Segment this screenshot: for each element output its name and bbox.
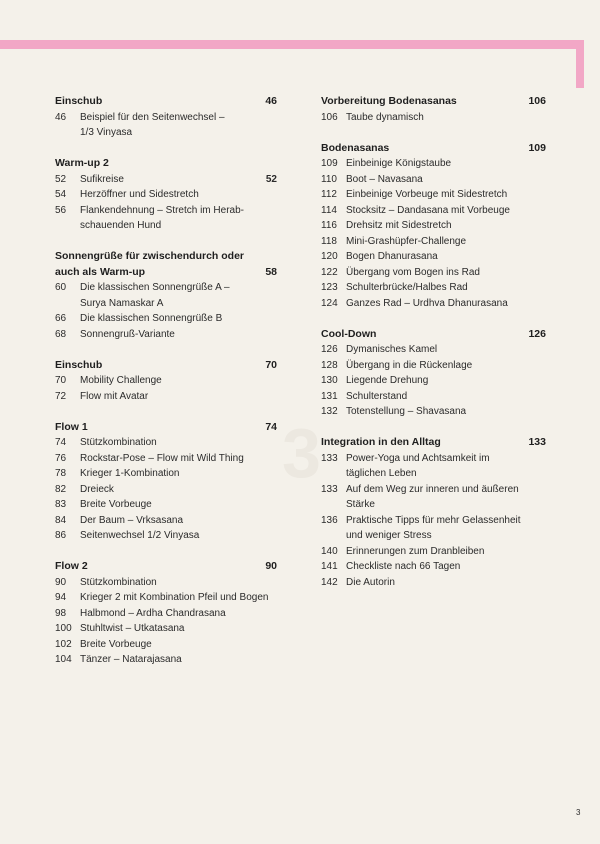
entry-page-number: 52 [55,173,67,185]
toc-entry[interactable] [55,373,277,389]
entry-page-number: 114 [321,204,337,216]
toc-entry[interactable] [55,280,277,296]
toc-entry[interactable] [55,652,277,668]
entry-title: Stuhltwist – Utkatasana [80,623,185,634]
toc-section [321,141,546,312]
entry-page-number [321,497,346,513]
toc-entry[interactable] [321,218,546,234]
entry-page-number: 66 [55,313,67,324]
entry-page-number [55,296,80,312]
entry-title: Krieger 2 mit Kombination Pfeil und Bogen [80,592,269,603]
entry-title: Die Autorin [346,576,395,588]
section-title: Flow 2 [55,560,88,572]
entry-page-number: 120 [321,251,338,262]
entry-title: Boot – Navasana [346,173,423,185]
toc-section [55,156,277,234]
section-heading[interactable] [55,249,277,265]
toc-entry[interactable] [321,296,546,312]
entry-page-number: 90 [55,576,67,588]
entry-title: Ganzes Rad – Urdhva Dhanurasana [346,297,508,309]
toc-entry[interactable] [55,637,277,653]
section-heading[interactable] [55,358,277,374]
toc-entry[interactable] [55,621,277,637]
entry-page-number: 76 [55,452,67,464]
toc-entry[interactable] [321,265,546,281]
entry-page-number: 70 [55,375,67,386]
section-page: 109 [528,141,546,154]
section-title: Einschub [55,358,103,371]
entry-title: Flow mit Avatar [80,390,149,402]
section-title: Einschub [55,95,103,107]
section-page: 133 [528,436,546,448]
entry-page-number: 94 [55,592,67,603]
toc-entry[interactable] [55,389,277,405]
entry-page-number [55,218,80,234]
entry-title: Die klassischen Sonnengrüße A – [80,282,230,293]
section-heading[interactable] [55,559,277,575]
entry-page-number: 142 [321,576,338,588]
entry-title: Sufikreise [80,173,124,185]
entry-title: Tänzer – Natarajasana [80,654,182,665]
entry-page-number: 141 [321,561,338,572]
section-page: 58 [265,265,277,278]
pink-accent-corner [576,40,584,88]
entry-page-number: 78 [55,468,67,479]
section-heading[interactable] [55,420,277,436]
entry-title: Beispiel für den Seitenwechsel – [80,111,225,123]
toc-section [55,265,277,343]
entry-page-number: 131 [321,390,338,402]
entry-page-number: 122 [321,266,338,278]
toc-entry[interactable] [321,187,546,203]
entry-page-number: 123 [321,282,338,293]
section-title: auch als Warm-up [55,265,146,278]
toc-entry[interactable] [55,203,277,219]
toc-section [55,358,277,405]
entry-page-number: 126 [321,344,338,355]
entry-title: Übergang in die Rückenlage [346,359,473,371]
section-heading[interactable] [55,156,277,172]
pink-accent-bar [0,40,584,49]
entry-page-number: 54 [55,189,67,200]
entry-title: Einbeinige Vorbeuge mit Sidestretch [346,189,508,200]
entry-title: 1/3 Vinyasa [80,127,133,138]
toc-left-column [55,94,277,683]
page-number: 3 [576,808,581,817]
entry-page-number: 106 [321,111,338,123]
entry-title: schauenden Hund [80,220,162,231]
entry-page-number: 83 [55,499,67,510]
entry-page-number: 118 [321,235,337,247]
toc-entry[interactable] [321,544,546,560]
section-heading[interactable] [321,141,546,157]
toc-entry[interactable] [321,358,546,374]
entry-page-number: 68 [55,328,67,340]
toc-entry[interactable] [55,575,277,591]
toc-entry[interactable] [55,218,277,234]
entry-title: Praktische Tipps für mehr Gelassenheit [346,514,521,526]
section-page: 126 [528,327,546,340]
entry-title: Liegende Drehung [346,375,429,386]
section-page: 106 [528,95,546,107]
entry-title: Stützkombination [80,437,157,448]
entry-title: Breite Vorbeuge [80,499,152,510]
toc-entry[interactable] [55,590,277,606]
entry-page-number: 84 [55,514,67,526]
toc-entry[interactable] [321,497,546,513]
entry-page-number: 100 [55,623,72,634]
toc-section [55,559,277,668]
toc-entry[interactable] [55,497,277,513]
entry-title: Der Baum – Vrksasana [80,514,184,526]
toc-entry[interactable] [321,575,546,591]
entry-title: Mobility Challenge [80,375,162,386]
entry-title: Einbeinige Königstaube [346,158,452,169]
toc-entry[interactable] [321,249,546,265]
toc-entry[interactable] [55,327,277,343]
toc-right-column [321,94,546,606]
toc-entry[interactable] [55,513,277,529]
entry-page-number: 82 [55,483,67,495]
entry-page-number: 110 [321,173,337,185]
section-title: Sonnengrüße für zwischendurch oder [55,250,245,262]
section-heading[interactable] [55,265,277,281]
entry-title: Übergang vom Bogen ins Rad [346,266,480,278]
section-title: Cool-Down [321,327,377,340]
section-page: 46 [265,95,277,107]
entry-page-number: 124 [321,297,338,309]
entry-title: Die klassischen Sonnengrüße B [80,313,223,324]
entry-page-number [55,125,80,141]
entry-page-number: 104 [55,654,72,665]
entry-page-number: 132 [321,406,338,417]
section-title: Warm-up 2 [55,157,109,169]
toc-entry[interactable] [321,528,546,544]
toc-section [321,94,546,125]
entry-title: Stützkombination [80,576,157,588]
entry-title: Stocksitz – Dandasana mit Vorbeuge [346,204,510,216]
entry-page-number: 109 [321,158,338,169]
toc-entry[interactable] [55,435,277,451]
entry-title: Krieger 1-Kombination [80,468,180,479]
toc-entry[interactable] [55,110,277,126]
entry-page-number: 60 [55,282,67,293]
toc-entry[interactable] [321,466,546,482]
entry-page-number: 102 [55,638,72,650]
entry-page-number: 136 [321,514,338,526]
entry-title: Sonnengruß-Variante [80,328,175,340]
section-title: Integration in den Alltag [321,436,441,448]
entry-title: Surya Namaskar A [80,297,164,309]
entry-title: Dymanisches Kamel [346,344,438,355]
section-heading[interactable] [321,327,546,343]
entry-title: Bogen Dhanurasana [346,251,438,262]
entry-title: Power-Yoga und Achtsamkeit im [346,452,490,464]
entry-page-number: 46 [55,111,67,123]
toc-entry[interactable] [321,110,546,126]
entry-title: Dreieck [80,483,114,495]
entry-title: täglichen Leben [346,468,417,479]
toc-entry[interactable] [321,373,546,389]
entry-title: Drehsitz mit Sidestretch [346,220,452,231]
toc-section [321,435,546,590]
entry-title: Rockstar-Pose – Flow mit Wild Thing [80,452,244,464]
toc-entry[interactable] [321,451,546,467]
toc-entry[interactable] [55,311,277,327]
entry-title: Schulterbrücke/Halbes Rad [346,282,468,293]
section-title: Vorbereitung Bodenasanas [321,95,457,107]
toc-entry[interactable] [55,606,277,622]
toc-entry[interactable] [321,234,546,250]
entry-title: Seitenwechsel 1/2 Vinyasa [80,530,200,541]
entry-title: Halbmond – Ardha Chandrasana [80,607,226,619]
toc-entry[interactable] [321,203,546,219]
toc-entry[interactable] [55,296,277,312]
toc-entry[interactable] [55,187,277,203]
toc-entry[interactable] [55,482,277,498]
section-page: 70 [265,358,277,371]
entry-page-number: 74 [55,437,67,448]
section-page: 90 [265,560,277,572]
toc-section [321,327,546,420]
entry-page-number: 112 [321,189,337,200]
entry-title: Breite Vorbeuge [80,638,152,650]
entry-title: Schulterstand [346,390,408,402]
toc-entry[interactable] [55,125,277,141]
toc-section [55,94,277,141]
entry-page-number: 98 [55,607,67,619]
entry-page-number: 86 [55,530,67,541]
toc-entry[interactable] [321,342,546,358]
section-page: 74 [265,420,277,433]
entry-page-number: 128 [321,359,338,371]
toc-entry[interactable] [321,513,546,529]
entry-page-number: 133 [321,483,338,495]
toc-entry[interactable] [321,404,546,420]
toc-entry[interactable] [321,156,546,172]
entry-page-number: 72 [55,390,67,402]
toc-entry[interactable] [321,559,546,575]
toc-entry[interactable] [55,172,277,188]
entry-title: Mini-Grashüpfer-Challenge [346,235,467,247]
entry-title: Stärke [346,499,375,510]
toc-section [55,249,277,265]
section-heading[interactable] [321,435,546,451]
entry-page-number: 140 [321,545,338,557]
toc-entry[interactable] [321,389,546,405]
entry-page-number: 56 [55,204,67,216]
section-heading[interactable] [55,94,277,110]
entry-title: Auf dem Weg zur inneren und äußeren [346,483,519,495]
chapter-watermark: 3 [282,414,321,492]
entry-section-page: 52 [265,173,277,185]
toc-entry[interactable] [55,466,277,482]
entry-page-number [321,528,346,544]
entry-page-number [321,466,346,482]
entry-title: Totenstellung – Shavasana [346,406,467,417]
entry-title: und weniger Stress [346,530,432,541]
entry-title: Herzöffner und Sidestretch [80,189,199,200]
toc-section [55,420,277,544]
toc-entry[interactable] [321,172,546,188]
entry-page-number: 116 [321,220,337,231]
entry-title: Erinnerungen zum Dranbleiben [346,545,485,557]
entry-title: Checkliste nach 66 Tagen [346,561,461,572]
entry-page-number: 133 [321,452,338,464]
section-title: Bodenasanas [321,141,390,154]
toc-entry[interactable] [55,451,277,467]
toc-entry[interactable] [55,528,277,544]
entry-title: Flankendehnung – Stretch im Herab- [80,204,244,216]
toc-entry[interactable] [321,482,546,498]
section-title: Flow 1 [55,420,88,433]
toc-entry[interactable] [321,280,546,296]
entry-page-number: 130 [321,375,338,386]
entry-title: Taube dynamisch [346,111,424,123]
section-heading[interactable] [321,94,546,110]
